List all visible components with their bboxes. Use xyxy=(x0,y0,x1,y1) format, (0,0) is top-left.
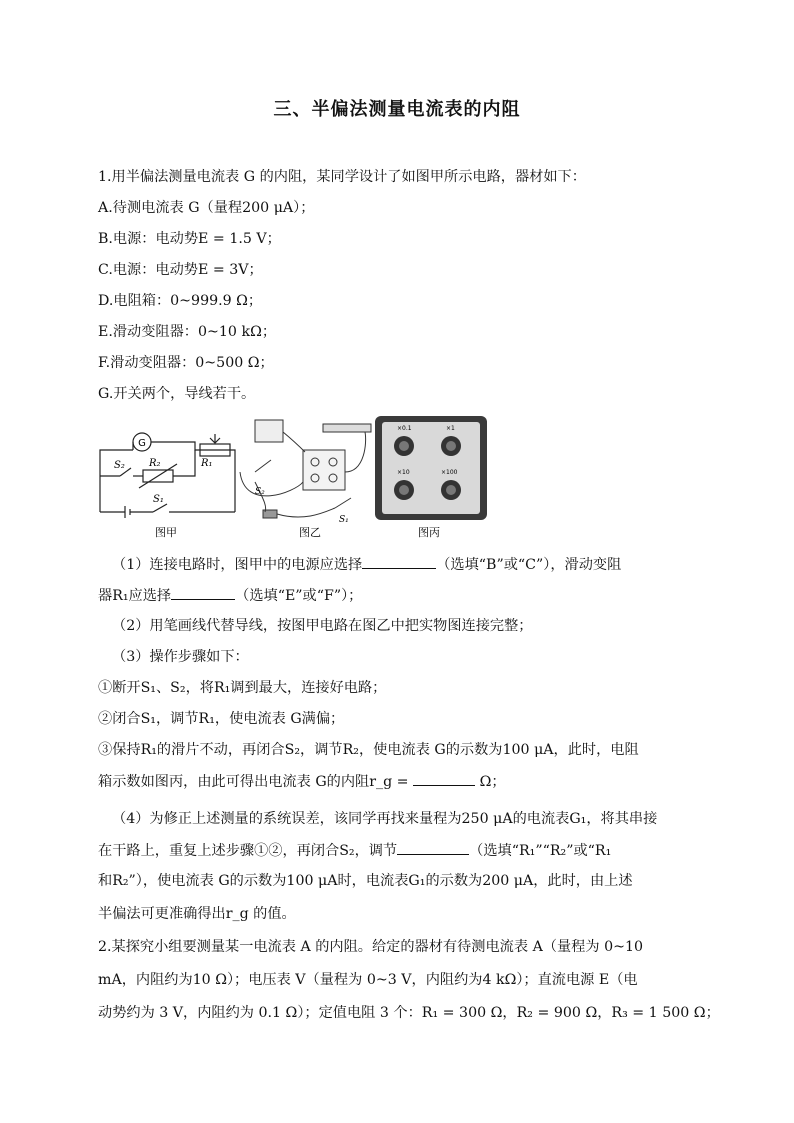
q1-part4-text-c: （选填“R₁”“R₂”或“R₁ xyxy=(469,843,612,859)
q1-part4-line2 xyxy=(98,840,611,861)
q1-part1-text-d: （选填“E”或“F”）； xyxy=(235,588,363,604)
q1-part2: （2）用笔画线代替导线，按图甲电路在图乙中把实物图连接完整； xyxy=(112,618,533,634)
fig-a-label-r1: R₁ xyxy=(201,458,213,469)
fig-a-label-s1: S₁ xyxy=(153,494,164,505)
dial-x100-label: ×100 xyxy=(441,469,458,476)
dial-x10-label: ×10 xyxy=(397,469,410,476)
q1-step3-line1: ③保持R₁的滑片不动，再闭合S₂，调节R₂，使电流表 G的示数为100 μA，此时，电阻 xyxy=(98,742,639,758)
section-title: 三、半偏法测量电流表的内阻 xyxy=(273,99,521,120)
q1-item-d: D.电阻箱：0~999.9 Ω； xyxy=(98,293,263,309)
q1-step3-text-c: Ω； xyxy=(479,774,506,790)
resistance-box-fig-c xyxy=(375,416,487,520)
figures-panel xyxy=(95,412,495,544)
answer-blank-3 xyxy=(413,771,475,786)
q1-part1-text-a: （1）连接电路时，图甲中的电源应选择 xyxy=(112,557,363,573)
fig-a-caption: 图甲 xyxy=(155,526,177,539)
q1-part1-text-c: 器R₁应选择 xyxy=(98,588,172,604)
fig-c-caption: 图丙 xyxy=(418,526,440,539)
circuit-diagram-fig-a xyxy=(100,433,235,518)
fig-b-caption-visible: 图乙 xyxy=(299,526,321,539)
q1-item-e: E.滑动变阻器：0~10 kΩ； xyxy=(98,324,277,340)
q1-part1-line1 xyxy=(112,554,621,575)
q1-item-g: G.开关两个，导线若干。 xyxy=(98,386,256,402)
dial-x01-label: ×0.1 xyxy=(397,425,412,432)
q1-intro: 1.用半偏法测量电流表 G 的内阻，某同学设计了如图甲所示电路，器材如下： xyxy=(98,169,586,185)
fig-b-label-s2: S₂ xyxy=(255,487,265,497)
dial-x1-label: ×1 xyxy=(446,425,455,432)
q1-part1-line2 xyxy=(98,585,362,606)
q1-part4-line3: 和R₂”），使电流表 G的示数为100 μA时，电流表G₁的示数为200 μA，此时，由上述 xyxy=(98,873,633,889)
fig-a-label-g: G xyxy=(138,438,146,449)
q1-step2: ②闭合S₁，调节R₁，使电流表 G满偏； xyxy=(98,711,345,727)
answer-blank-1 xyxy=(362,554,436,569)
fig-a-label-s2: S₂ xyxy=(114,460,125,471)
q1-item-a: A.待测电流表 G（量程200 μA）； xyxy=(98,200,315,216)
q1-part1-text-b: （选填“B”或“C”），滑动变阻 xyxy=(436,557,622,573)
q1-step3-text-b: 箱示数如图丙，由此可得出电流表 G的内阻r_g = xyxy=(98,774,409,790)
apparatus-diagram-fig-b xyxy=(240,420,371,518)
q2-line1: 2.某探究小组要测量某一电流表 A 的内阻。给定的器材有待测电流表 A（量程为 0~10 xyxy=(98,939,644,955)
q1-part4-line1: （4）为修正上述测量的系统误差，该同学再找来量程为250 μA的电流表G₁，将其串接 xyxy=(112,811,658,827)
answer-blank-4 xyxy=(397,840,469,855)
q1-item-f: F.滑动变阻器：0~500 Ω； xyxy=(98,355,274,371)
q1-part4-text-b: 在干路上，重复上述步骤①②，再闭合S₂，调节 xyxy=(98,843,398,859)
q1-item-c: C.电源：电动势E = 3V； xyxy=(98,262,263,278)
q2-line3: 动势约为 3 V，内阻约为 0.1 Ω）；定值电阻 3 个：R₁ = 300 Ω，R₂ = 900 Ω，R₃ = 1 500 Ω； xyxy=(98,1005,720,1021)
fig-b-label-s1: S₁ xyxy=(339,515,349,525)
fig-a-label-r2: R₂ xyxy=(149,458,161,469)
q1-item-b: B.电源：电动势E = 1.5 V； xyxy=(98,231,281,247)
answer-blank-2 xyxy=(171,585,235,600)
q2-line2: mA，内阻约为10 Ω）；电压表 V（量程为 0~3 V，内阻约为4 kΩ）；直流电源 E（电 xyxy=(98,972,638,988)
q1-part4-line4: 半偏法可更准确得出r_g 的值。 xyxy=(98,906,296,922)
q1-part3: （3）操作步骤如下： xyxy=(112,649,249,665)
q1-step1: ①断开S₁、S₂，将R₁调到最大，连接好电路； xyxy=(98,680,387,696)
q1-step3-line2 xyxy=(98,771,506,792)
